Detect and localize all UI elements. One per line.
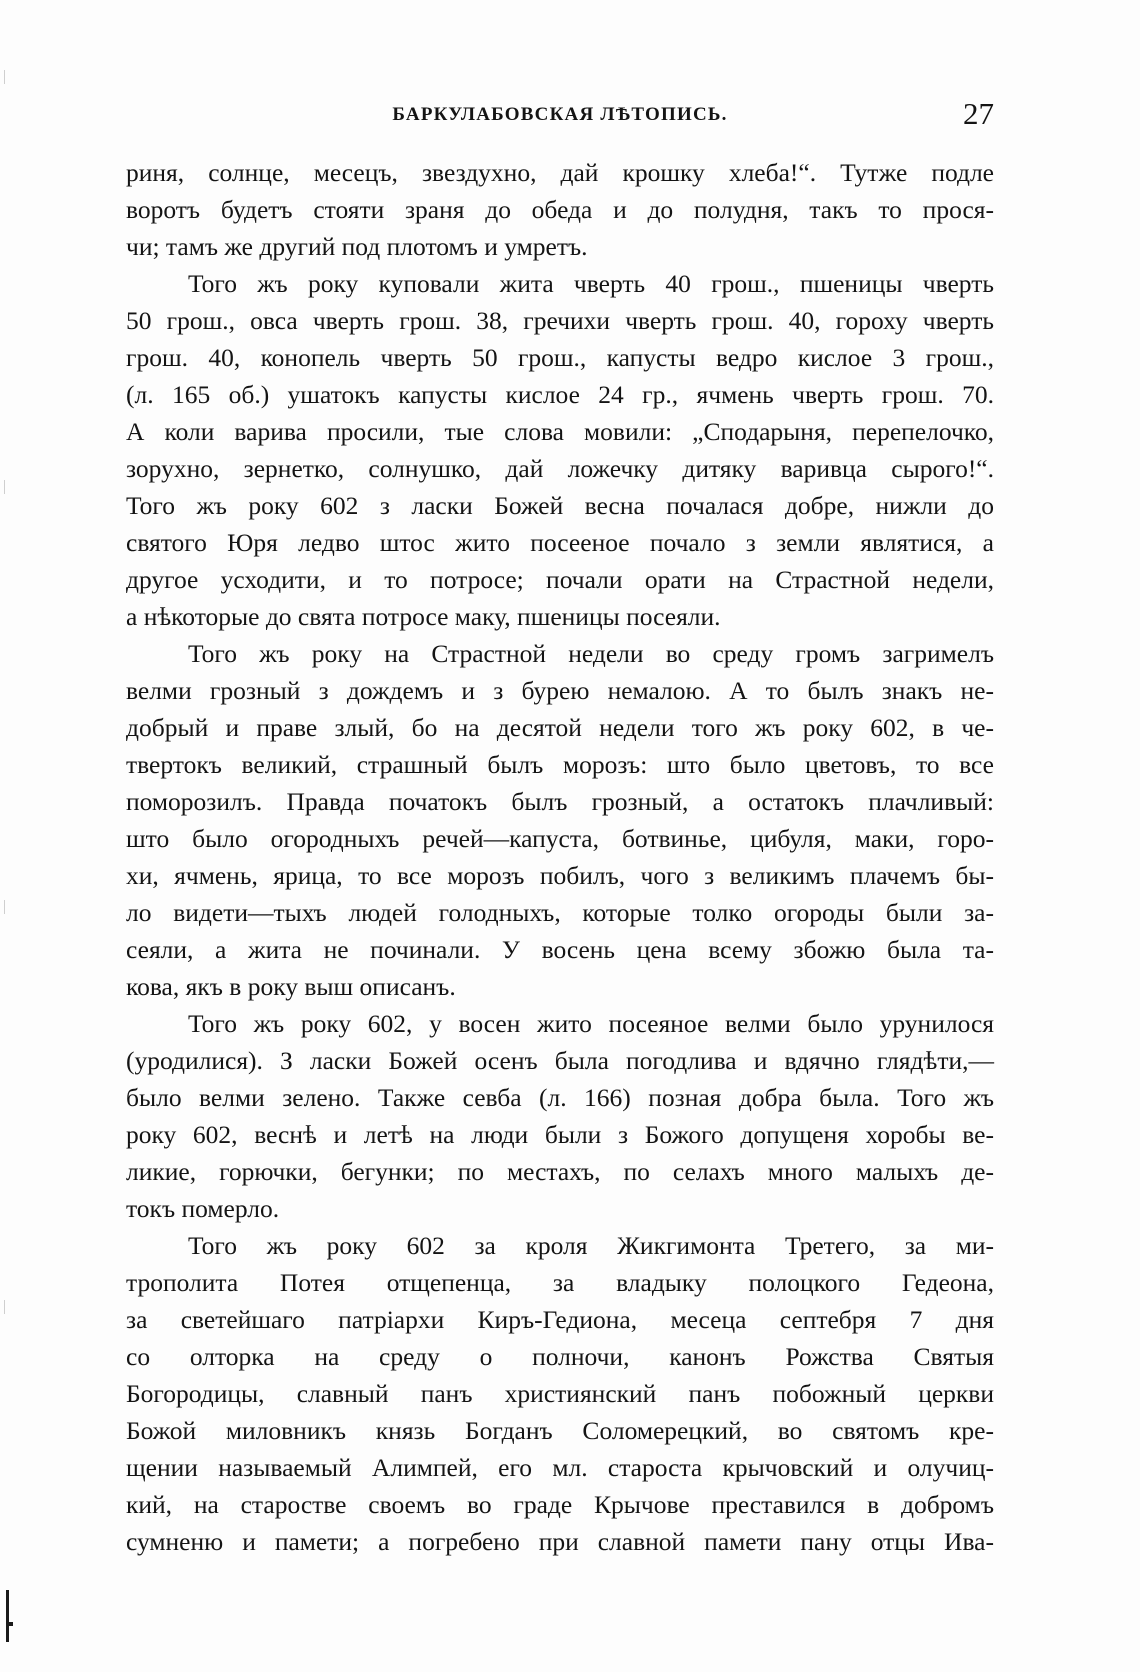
text-line: кова, якъ в року выш описанъ. bbox=[126, 972, 456, 1001]
page-number: 27 bbox=[963, 96, 994, 131]
text-line: кий, на старостве своемъ во граде Крычове преставился в добромъ bbox=[126, 1490, 994, 1519]
text-line: хи, ячмень, ярица, то все морозъ побилъ, чого з великимъ плачемъ бы- bbox=[126, 861, 994, 890]
text-line: воротъ будетъ стояти зраня до обеда и до полудня, такъ то прося- bbox=[126, 195, 994, 224]
text-line: року 602, веснѣ и летѣ на люди были з Божого допущеня хоробы ве- bbox=[126, 1120, 994, 1149]
text-line: добрый и праве злый, бо на десятой недели того жъ року 602, в че- bbox=[126, 713, 994, 742]
text-line: што было огородныхъ речей—капуста, ботвинье, цибуля, маки, горо- bbox=[126, 824, 994, 853]
text-line: А коли варива просили, тые слова мовили: „Сподарыня, перепелочко, bbox=[126, 417, 994, 446]
text-line: поморозилъ. Правда початокъ былъ грозный, а остатокъ плачливый: bbox=[126, 787, 994, 816]
text-line: риня, солнце, месецъ, звездухно, дай крошку хлеба!“. Тутже подле bbox=[126, 158, 994, 187]
scan-margin-speck bbox=[4, 900, 5, 914]
text-line: было велми зелено. Также севба (л. 166) позная добра была. Того жъ bbox=[126, 1083, 994, 1112]
body-text bbox=[126, 154, 994, 1560]
scan-margin-speck bbox=[4, 1300, 5, 1314]
text-line: Того жъ року 602 з ласки Божей весна почалася добре, нижли до bbox=[126, 491, 994, 520]
text-line: зорухно, зернетко, солнушко, дай ложечку дитяку варивца сырого!“. bbox=[126, 454, 994, 483]
text-line: другое усходити, и то потросе; почали орати на Страстной недели, bbox=[126, 565, 994, 594]
scan-margin-speck bbox=[4, 70, 5, 84]
paragraph-start-line: Того жъ року 602 за кроля Жикгимонта Третего, за ми- bbox=[188, 1231, 994, 1260]
running-head bbox=[126, 96, 994, 136]
paragraph-start-line: Того жъ року куповали жита чверть 40 грош., пшеницы чверть bbox=[188, 269, 994, 298]
text-line: трополита Потея отщепенца, за владыку полоцкого Гедеона, bbox=[126, 1268, 994, 1297]
text-line: 50 грош., овса чверть грош. 38, гречихи чверть грош. 40, гороху чверть bbox=[126, 306, 994, 335]
text-line: за светейшаго патрiархи Киръ-Гедиона, месеца септебря 7 дня bbox=[126, 1305, 994, 1334]
running-title: БАРКУЛАБОВСКАЯ ЛѢТОПИСЬ. bbox=[392, 104, 728, 125]
text-line: сеяли, а жита не починали. У восень цена всему збожю была та- bbox=[126, 935, 994, 964]
text-line: токъ померло. bbox=[126, 1194, 280, 1223]
text-line: грош. 40, конопель чверть 50 грош., капусты ведро кислое 3 грош., bbox=[126, 343, 994, 372]
text-line: Божой миловникъ князь Богданъ Соломерецкий, во святомъ кре- bbox=[126, 1416, 994, 1445]
text-line: а нѣкоторые до свята потросе маку, пшеницы посеяли. bbox=[126, 602, 721, 631]
scan-margin-speck bbox=[4, 480, 5, 494]
paragraph-start-line: Того жъ року 602, у восен жито посеяное велми было урунилося bbox=[188, 1009, 994, 1038]
text-line: твертокъ великий, страшный былъ морозъ: што было цветовъ, то все bbox=[126, 750, 994, 779]
text-line: щении называемый Алимпей, его мл. староста крычовский и олучиц- bbox=[126, 1453, 994, 1482]
paragraph-start-line: Того жъ року на Страстной недели во среду громъ загримелъ bbox=[188, 639, 994, 668]
text-line: Богородицы, славный панъ християнский панъ побожный церкви bbox=[126, 1379, 994, 1408]
text-line: со олторка на среду о полночи, канонъ Рожства Святыя bbox=[126, 1342, 994, 1371]
text-line: ло видети—тыхъ людей голодныхъ, которые толко огороды были за- bbox=[126, 898, 994, 927]
text-line: (уродилися). З ласки Божей осенъ была погодлива и вдячно глядѣти,— bbox=[126, 1046, 994, 1075]
text-line: велми грозный з дождемъ и з бурею немалою. А то былъ знакъ не- bbox=[126, 676, 994, 705]
text-line: ликие, горючки, бегунки; по местахъ, по селахъ много малыхъ де- bbox=[126, 1157, 994, 1186]
text-line: святого Юря ледво штос жито посееное почало з земли являтися, а bbox=[126, 528, 994, 557]
scan-edge-mark bbox=[6, 1590, 9, 1642]
text-line: чи; тамъ же другий под плотомъ и умретъ. bbox=[126, 232, 588, 261]
text-line: (л. 165 об.) ушатокъ капусты кислое 24 гр., ячмень чверть грош. 70. bbox=[126, 380, 994, 409]
scan-edge-tick bbox=[8, 1622, 13, 1626]
text-line: сумненю и памети; а погребено при славной памети пану отцы Ива- bbox=[126, 1527, 994, 1556]
